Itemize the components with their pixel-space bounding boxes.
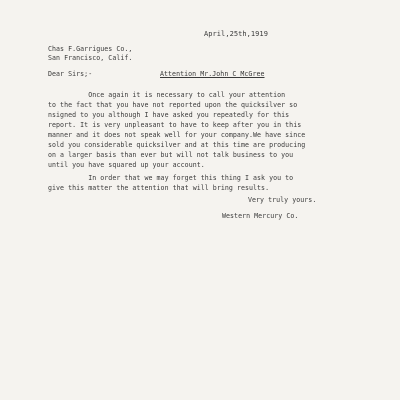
- body-line-7: on a larger basis than ever but will not talk business to you: [48, 151, 294, 159]
- body-line-1: Once again it is necessary to call your attention: [48, 91, 286, 99]
- body-line-4: report. It is very unpleasant to have to keep after you in this: [48, 121, 302, 129]
- signature-block: Western Mercury Co.: [222, 212, 299, 220]
- body-line-5: manner and it does not speak well for your company.We have since: [48, 131, 306, 139]
- recipient-name: Chas F.Garrigues Co.,: [48, 45, 133, 53]
- body-line-9: In order that we may forget this thing I ask you to: [48, 174, 294, 182]
- salutation: Dear Sirs;-: [48, 70, 93, 78]
- letter-date: April,25th,1919: [204, 30, 268, 38]
- body-line-8: until you have squared up your account.: [48, 161, 205, 169]
- body-line-2: to the fact that you have not reported upon the quicksilver so: [48, 101, 298, 109]
- body-line-3: nsigned to you although I have asked you repeatedly for this: [48, 111, 290, 119]
- closing: Very truly yours.: [248, 196, 317, 204]
- attention-line: Attention Mr.John C McGree: [160, 70, 265, 78]
- body-line-6: sold you considerable quicksilver and at this time are producing: [48, 141, 306, 149]
- recipient-location: San Francisco, Calif.: [48, 54, 133, 62]
- body-line-10: give this matter the attention that will bring results.: [48, 184, 270, 192]
